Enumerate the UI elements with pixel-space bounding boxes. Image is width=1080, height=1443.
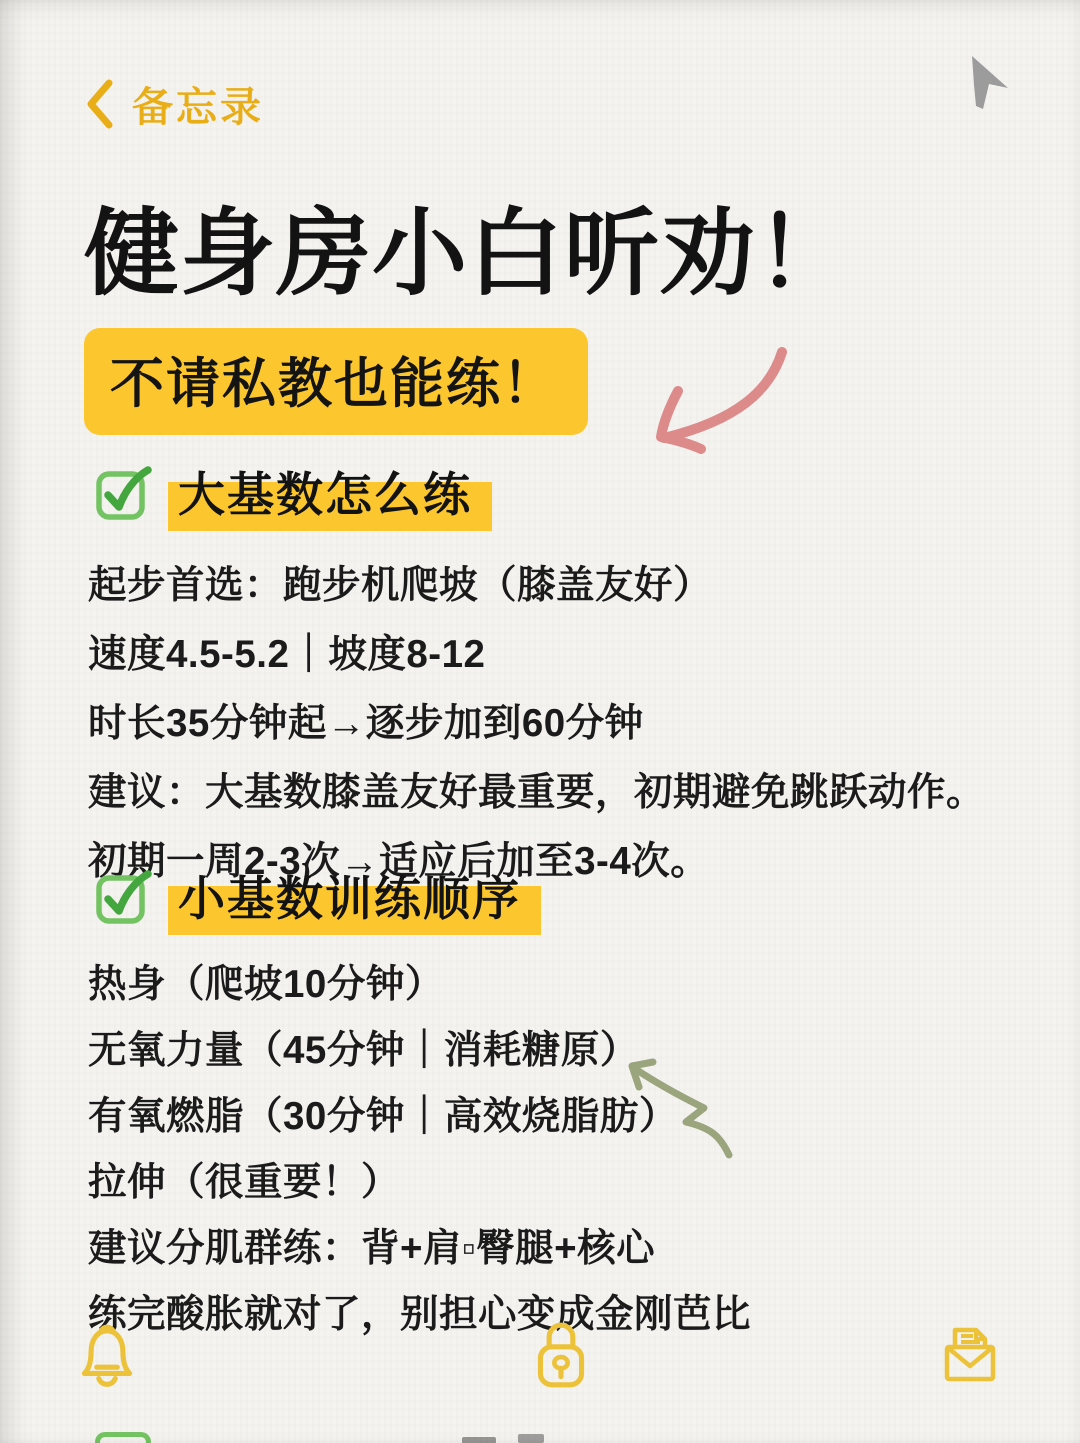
bell-icon[interactable] (74, 1320, 140, 1396)
checkbox-checked-icon (96, 869, 150, 923)
body-line: 无氧力量（45分钟｜消耗糖原） (88, 1028, 639, 1072)
body-line: 初期一周2-3次→适应后加至3-4次。 (88, 840, 710, 883)
body-line: 拉伸（很重要！） (88, 1160, 401, 1204)
checkbox-checked-icon (96, 465, 150, 519)
pink-arrow-icon (632, 342, 802, 467)
back-button[interactable] (84, 74, 264, 133)
section-1-heading (96, 458, 484, 525)
section-1-heading-text: 大基数怎么练 (166, 458, 484, 525)
subtitle-badge: 不请私教也能练！ (84, 328, 588, 435)
body-line: 建议分肌群练：背+肩▫臀腿+核心 (88, 1226, 656, 1270)
section-2-heading-text: 小基数训练顺序 (166, 862, 533, 929)
section-2-heading (96, 862, 533, 929)
back-chevron-icon (84, 78, 114, 130)
body-line: 速度4.5-5.2｜坡度8-12 (88, 633, 486, 676)
body-line: 练完酸胀就对了，别担心变成金刚芭比 (88, 1292, 752, 1336)
body-line: 有氧燃脂（30分钟｜高效烧脂肪） (88, 1094, 678, 1138)
open-mail-icon[interactable] (934, 1320, 1006, 1390)
body-line: 建议：大基数膝盖友好最重要，初期避免跳跃动作。 (88, 771, 986, 814)
body-line: 时长35分钟起→逐步加到60分钟 (88, 702, 644, 745)
mouse-cursor-icon (952, 52, 1014, 118)
cutoff-text-fragment (518, 1434, 544, 1443)
note-title: 健身房小白听劝！ (84, 201, 853, 307)
section-1-body (88, 548, 985, 893)
cutoff-checkbox-fragment (95, 1432, 151, 1443)
cutoff-text-fragment (462, 1437, 496, 1443)
back-label: 备忘录 (132, 84, 264, 130)
green-scribble-arrow-icon (616, 1050, 751, 1165)
body-line: 热身（爬坡10分钟） (88, 962, 444, 1006)
body-line: 起步首选：跑步机爬坡（膝盖友好） (88, 564, 713, 607)
lock-icon[interactable] (528, 1318, 594, 1392)
